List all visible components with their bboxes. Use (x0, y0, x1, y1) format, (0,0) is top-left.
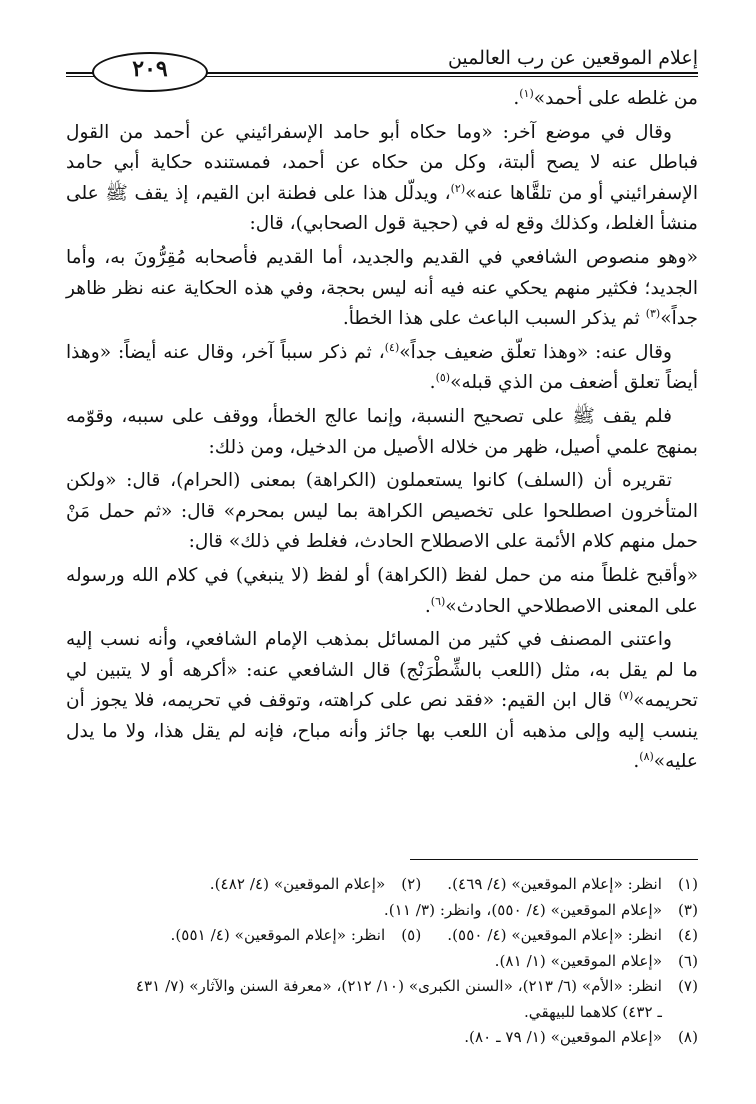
footnote-text: انظر: «الأم» (٦/ ٢١٣)، «السنن الكبرى» (١٠/ ٢١٢)، «معرفة السنن والآثار» (٧/ ٤٣١ (135, 977, 662, 995)
footnote-ref: (٧) (618, 689, 634, 703)
footnote-number: (٧) (677, 977, 698, 995)
footnote-line (66, 1025, 698, 1051)
footnote-line (66, 923, 698, 949)
footnote-line (66, 872, 698, 898)
paragraph-7: «وأقبح غلطاً منه من حمل لفظ (الكراهة) أو لفظ (لا ينبغي) في كلام الله ورسوله على المعنى الاصطلاحي الحادث»$^{(٦)}$. (66, 564, 698, 617)
footnote-number: (٣) (677, 900, 698, 919)
running-title: إعلام الموقعين عن رب العالمين (447, 47, 698, 69)
paragraph-8: واعتنى المصنف في كثير من المسائل بمذهب الإمام الشافعي، وأنه نسب إليه ما لم يقل به، مثل (اللعب بالشِّطْرَنْج) قال الشافعي عنه: «أكرهه أو لا يتبين لي تحريمه»$^{(٧)}$ قال ابن القيم: «فقد نص على كراهته، وتوقف في تحريمه، فلا يجوز أن ينسب إليه وإلى مذهبه أن اللعب بها جائز وأنه مباح، فإنه لم يقل هذا، ولا ما يدل عليه»$^{(٨)}$. (66, 629, 698, 773)
page-header (66, 46, 698, 80)
footnote-number: (٥) (401, 926, 422, 944)
paragraph-1: من غلطه على أحمد»$^{(١)}$. (513, 86, 698, 109)
paragraph-2: وقال في موضع آخر: «وما حكاه أبو حامد الإسفرائيني عن أحمد من القول فباطل عنه لا يصح ألبتة، وكل من حكاه عن أحمد، فمستنده حكاية أبي حامد الإسفرائيني أو من تلقَّاها عنه»$^{(٢)}$، ويدلّل هذا على فطنة ابن القيم، إذ يقف ﷺ على منشأ الغلط، وكذلك وقع له في (حجية قول الصحابي)، قال: (66, 121, 698, 235)
footnote-ref: (٦) (430, 594, 446, 608)
paragraph-3: «وهو منصوص الشافعي في القديم والجديد، أما القديم فأصحابه مُقِرُّونَ به، وأما الجديد؛ فكثير منهم يحكي عنه فيه أنه ليس بحجة، وفي هذه الحكاية عنه نظر ظاهر جداً»$^{(٣)}$ ثم يذكر السبب الباعث على هذا الخطأ. (66, 246, 698, 330)
footnote-line (66, 974, 698, 1000)
footnotes (66, 872, 698, 1051)
footnote-text: انظر: «إعلام الموقعين» (٤/ ٥٥٠). (447, 926, 662, 944)
paragraph-5: فلم يقف ﷺ على تصحيح النسبة، وإنما عالج الخطأ، ووقف على سببه، وقوّمه بمنهج علمي أصيل، ظهر من خلاله الأصيل من الدخيل، ومن ذلك: (66, 405, 698, 458)
footnote-line (66, 949, 698, 975)
footnote-number: (١) (677, 875, 698, 893)
footnote-number: (٦) (677, 951, 698, 970)
footnote-ref: (٥) (435, 371, 451, 385)
footnote-ref: (٤) (384, 340, 400, 354)
footnote-number: (٤) (677, 926, 698, 944)
footnote-text: «إعلام الموقعين» (٤/ ٥٥٠)، وانظر: (٣/ ١١). (383, 900, 662, 919)
footnote-text: «إعلام الموقعين» (٤/ ٤٨٢). (209, 875, 386, 893)
footnote-text: انظر: «إعلام الموقعين» (٤/ ٥٥١). (170, 926, 386, 944)
footnote-ref: (٨) (639, 750, 654, 764)
footnote-ref: (١) (519, 86, 534, 100)
footnote-number: (٢) (401, 875, 422, 893)
footnote-ref: (٢) (450, 181, 466, 195)
footnote-continuation: ـ ٤٣٢) كلاهما للبيهقي. (523, 1002, 662, 1021)
footnote-text: «إعلام الموقعين» (١/ ٨١). (494, 951, 662, 970)
footnote-line (66, 898, 698, 924)
footnote-ref: (٣) (645, 306, 661, 320)
paragraph-4: وقال عنه: «وهذا تعلّق ضعيف جداً»$^{(٤)}$، ثم ذكر سبباً آخر، وقال عنه أيضاً: «وهذا أيضاً تعلق أضعف من الذي قبله»$^{(٥)}$. (66, 340, 698, 394)
footnote-text: «إعلام الموقعين» (١/ ٧٩ ـ ٨٠). (464, 1028, 662, 1046)
footnote-text: انظر: «إعلام الموقعين» (٤/ ٤٦٩). (447, 875, 662, 893)
footnote-number: (٨) (677, 1028, 698, 1046)
page-number: ٢٠٩ (132, 56, 168, 82)
paragraph-6: تقريره أن (السلف) كانوا يستعملون (الكراهة) بمعنى (الحرام)، قال: «ولكن المتأخرون اصطلحوا على تخصيص الكراهة بما ليس بمحرم» قال: «ثم حمل مَنْ حمل منهم كلام الأئمة على الاصطلاح الحادث، فغلط في ذلك» قال: (66, 470, 698, 553)
footnote-separator (410, 859, 698, 860)
body-text (66, 84, 698, 781)
